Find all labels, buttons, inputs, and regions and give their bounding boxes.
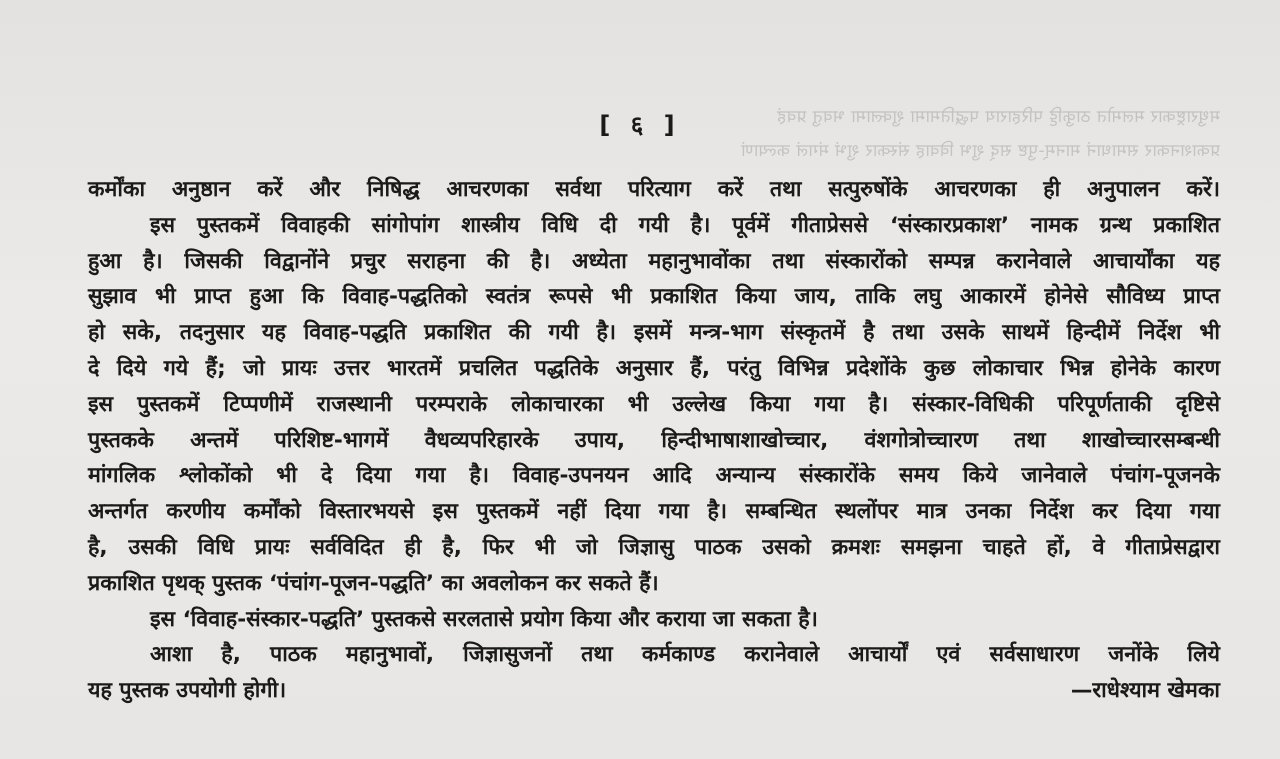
paragraph-line: यह पुस्तक उपयोगी होगी। [88, 678, 287, 704]
bleed-through-text: मथुराष्ट्रकार मलमोत ठाकुट्टि परिहाराय पद्धतिमामा शुक्लामा भवतु प्रवहं [776, 107, 1220, 127]
bleed-through-text: प्रकाशनकार समाधानं मानम्‌-पुष्ट सद्‌ शुभ विवाह संस्कार शुभं मंगलं कल्याणं [740, 141, 1220, 161]
paragraph-line: आशा है, पाठक महानुभावों, जिज्ञासुजनों तथा कर्मकाण्ड करानेवाले आचार्यों एवं सर्वसाधारण जनोंके लिये [150, 642, 1220, 668]
closing-row [88, 673, 1220, 709]
paragraph-line: है, उसकी विधि प्रायः सर्वविदित ही है, फिर भी जो जिज्ञासु पाठक उसको क्रमशः समझना चाहते हों, वे गीताप्रेसद्वारा [88, 534, 1220, 560]
paragraph-line: कर्मोंका अनुष्ठान करें और निषिद्ध आचरणका सर्वथा परित्याग करें तथा सत्पुरुषोंके आचरणका ही अनुपालन करें। [88, 177, 1220, 202]
paragraph-line: इस पुस्तकमें टिप्पणीमें राजस्थानी परम्पराके लोकाचारका भी उल्लेख किया गया है। संस्कार-विधिकी परिपूर्णताकी दृष्टिसे [88, 391, 1220, 417]
paragraph-line: दे दिये गये हैं; जो प्रायः उत्तर भारतमें प्रचलित पद्धतिके अनुसार हैं, परंतु विभिन्न प्रदेशोंके कुछ लोकाचार भिन्न होनेके कारण [88, 355, 1220, 381]
paragraph-line: इस ‘विवाह-संस्कार-पद्धति’ पुस्तकसे सरलतासे प्रयोग किया और कराया जा सकता है। [150, 606, 818, 632]
paragraph-line: मांगलिक श्लोकोंको भी दे दिया गया है। विवाह-उपनयन आदि अन्यान्य संस्कारोंके समय किये जानेवाले पंचांग-पूजनके [88, 463, 1220, 489]
paragraph-line: सुझाव भी प्राप्त हुआ कि विवाह-पद्धतिको स्वतंत्र रूपसे भी प्रकाशित किया जाय, ताकि लघु आकारमें होनेसे सौविध्य प्राप्त [88, 284, 1220, 310]
paragraph-line: प्रकाशित पृथक् पुस्तक ‘पंचांग-पूजन-पद्धति’ का अवलोकन कर सकते हैं। [88, 570, 659, 596]
paragraph-line: पुस्तकके अन्तमें परिशिष्ट-भागमें वैधव्यपरिहारके उपाय, हिन्दीभाषाशाखोच्चार, वंशगोत्रोच्चारण तथा शाखोच्चारसम्बन्धी [88, 427, 1220, 453]
page-number: [ ६ ] [599, 111, 681, 139]
body-text [88, 172, 1220, 709]
paragraph-line: हो सके, तदनुसार यह विवाह-पद्धति प्रकाशित की गयी है। इसमें मन्त्र-भाग संस्कृतमें है तथा उसके साथमें हिन्दीमें निर्देश भी [88, 320, 1220, 346]
paragraph-line: इस पुस्तकमें विवाहकी सांगोपांग शास्त्रीय विधि दी गयी है। पूर्वमें गीताप्रेससे ‘संस्कारप्रकाश’ नामक ग्रन्थ प्रकाशित [150, 212, 1220, 238]
paragraph-line: हुआ है। जिसकी विद्वानोंने प्रचुर सराहना की है। अध्येता महानुभावोंका तथा संस्कारोंको सम्पन्न करानेवाले आचार्योंका यह [88, 248, 1220, 274]
author-signature: —राधेश्याम खेमका [1070, 678, 1220, 704]
paragraph-line: अन्तर्गत करणीय कर्मोंको विस्तारभयसे इस पुस्तकमें नहीं दिया गया है। सम्बन्धित स्थलोंपर मात्र उनका निर्देश कर दिया गया [88, 499, 1220, 525]
